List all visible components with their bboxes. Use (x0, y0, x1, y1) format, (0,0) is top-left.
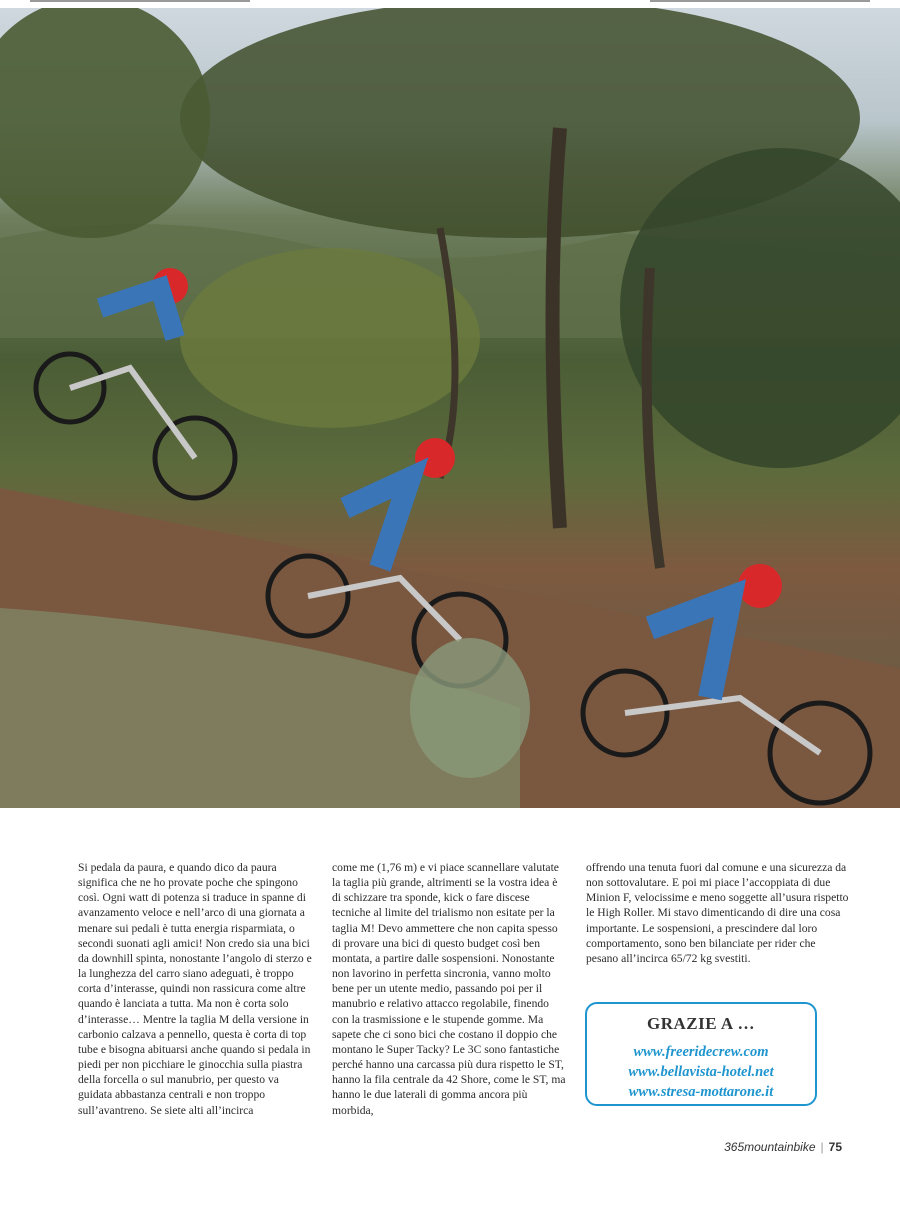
top-rule-right (650, 0, 870, 2)
thanks-link-stresa-mottarone[interactable]: www.stresa-mottarone.it (628, 1084, 774, 1100)
article-column-2 (332, 860, 568, 1118)
hero-photo (0, 8, 900, 808)
article-text-col1: Si pedala da paura, e quando dico da paura significa che ne ho provate poche che spingono così. Ogni watt di potenza si traduce in spanne di avanzamento veloce e nell’arco di una giornata a menare sui pedali è tutta energia risparmiata, o secondi suonati agli amici! Non credo sia una bici da downhill spinta, nonostante l’angolo di sterzo e la lunghezza del carro siano adeguati, è troppo corta d’interasse, quindi non rassicura come altre quando è lanciata a tutta. Ma non è corta solo d’interasse… Mentre la taglia M della versione in carbonio calzava a pennello, questa è corta di top tube e bisogna abituarsi anche quando si pedala in piedi per non picchiare le ginocchia sulla piastra della forcella o sul manubrio, per questo va guidata abbastanza centrali e non troppo sull’avantreno. Se siete alti all’incirca (78, 861, 312, 1117)
article-text-col3: offrendo una tenuta fuori dal comune e una sicurezza da non sottovalutare. E poi mi piace l’accoppiata di due Minion F, velocissime e meno soggette all’usura rispetto le High Roller. Mi stavo dimenticando di dire una cosa importante. Le sospensioni, a prescindere dal loro comportamento, sono ben bilanciate per rider che pesano all’incirca 65/72 kg svestiti. (586, 861, 849, 965)
article-column-1 (78, 860, 314, 1118)
page-number: 75 (828, 1140, 842, 1154)
page-footer (724, 1140, 842, 1154)
thanks-box (585, 1002, 817, 1106)
article-column-3 (586, 860, 850, 966)
thanks-link-bellavista[interactable]: www.bellavista-hotel.net (628, 1064, 774, 1080)
thanks-title: GRAZIE A … (647, 1014, 755, 1033)
footer-separator: | (820, 1140, 824, 1154)
article-text-col2: come me (1,76 m) e vi piace scannellare valutate la taglia più grande, altrimenti se la vostra idea è di schizzare tra sponde, kick o fare discese tecniche al limite del trialismo non esitate per la taglia M! Devo ammettere che non capita spesso di provare una bici di questo budget così ben montata, a partire dalle sospensioni. Nonostante non lavorino in perfetta sincronia, vanno molto bene per un utente medio, passando poi per il manubrio e relativo attacco regolabile, finendo con la trasmissione e le stupende gomme. Ma sapete che ci sono bici che costano il doppio che montano le Super Tacky? Le 3C sono fantastiche perché hanno una carcassa più dura rispetto le ST, hanno la fila centrale da 42 Shore, come le ST, ma hanno le due laterali di gomma ancora più morbida, (332, 861, 566, 1117)
thanks-link-freeridecrew[interactable]: www.freeridecrew.com (633, 1044, 769, 1060)
photo-illustration (0, 8, 900, 808)
footer-brand: 365mountainbike (724, 1140, 816, 1154)
top-rule-left (30, 0, 250, 2)
